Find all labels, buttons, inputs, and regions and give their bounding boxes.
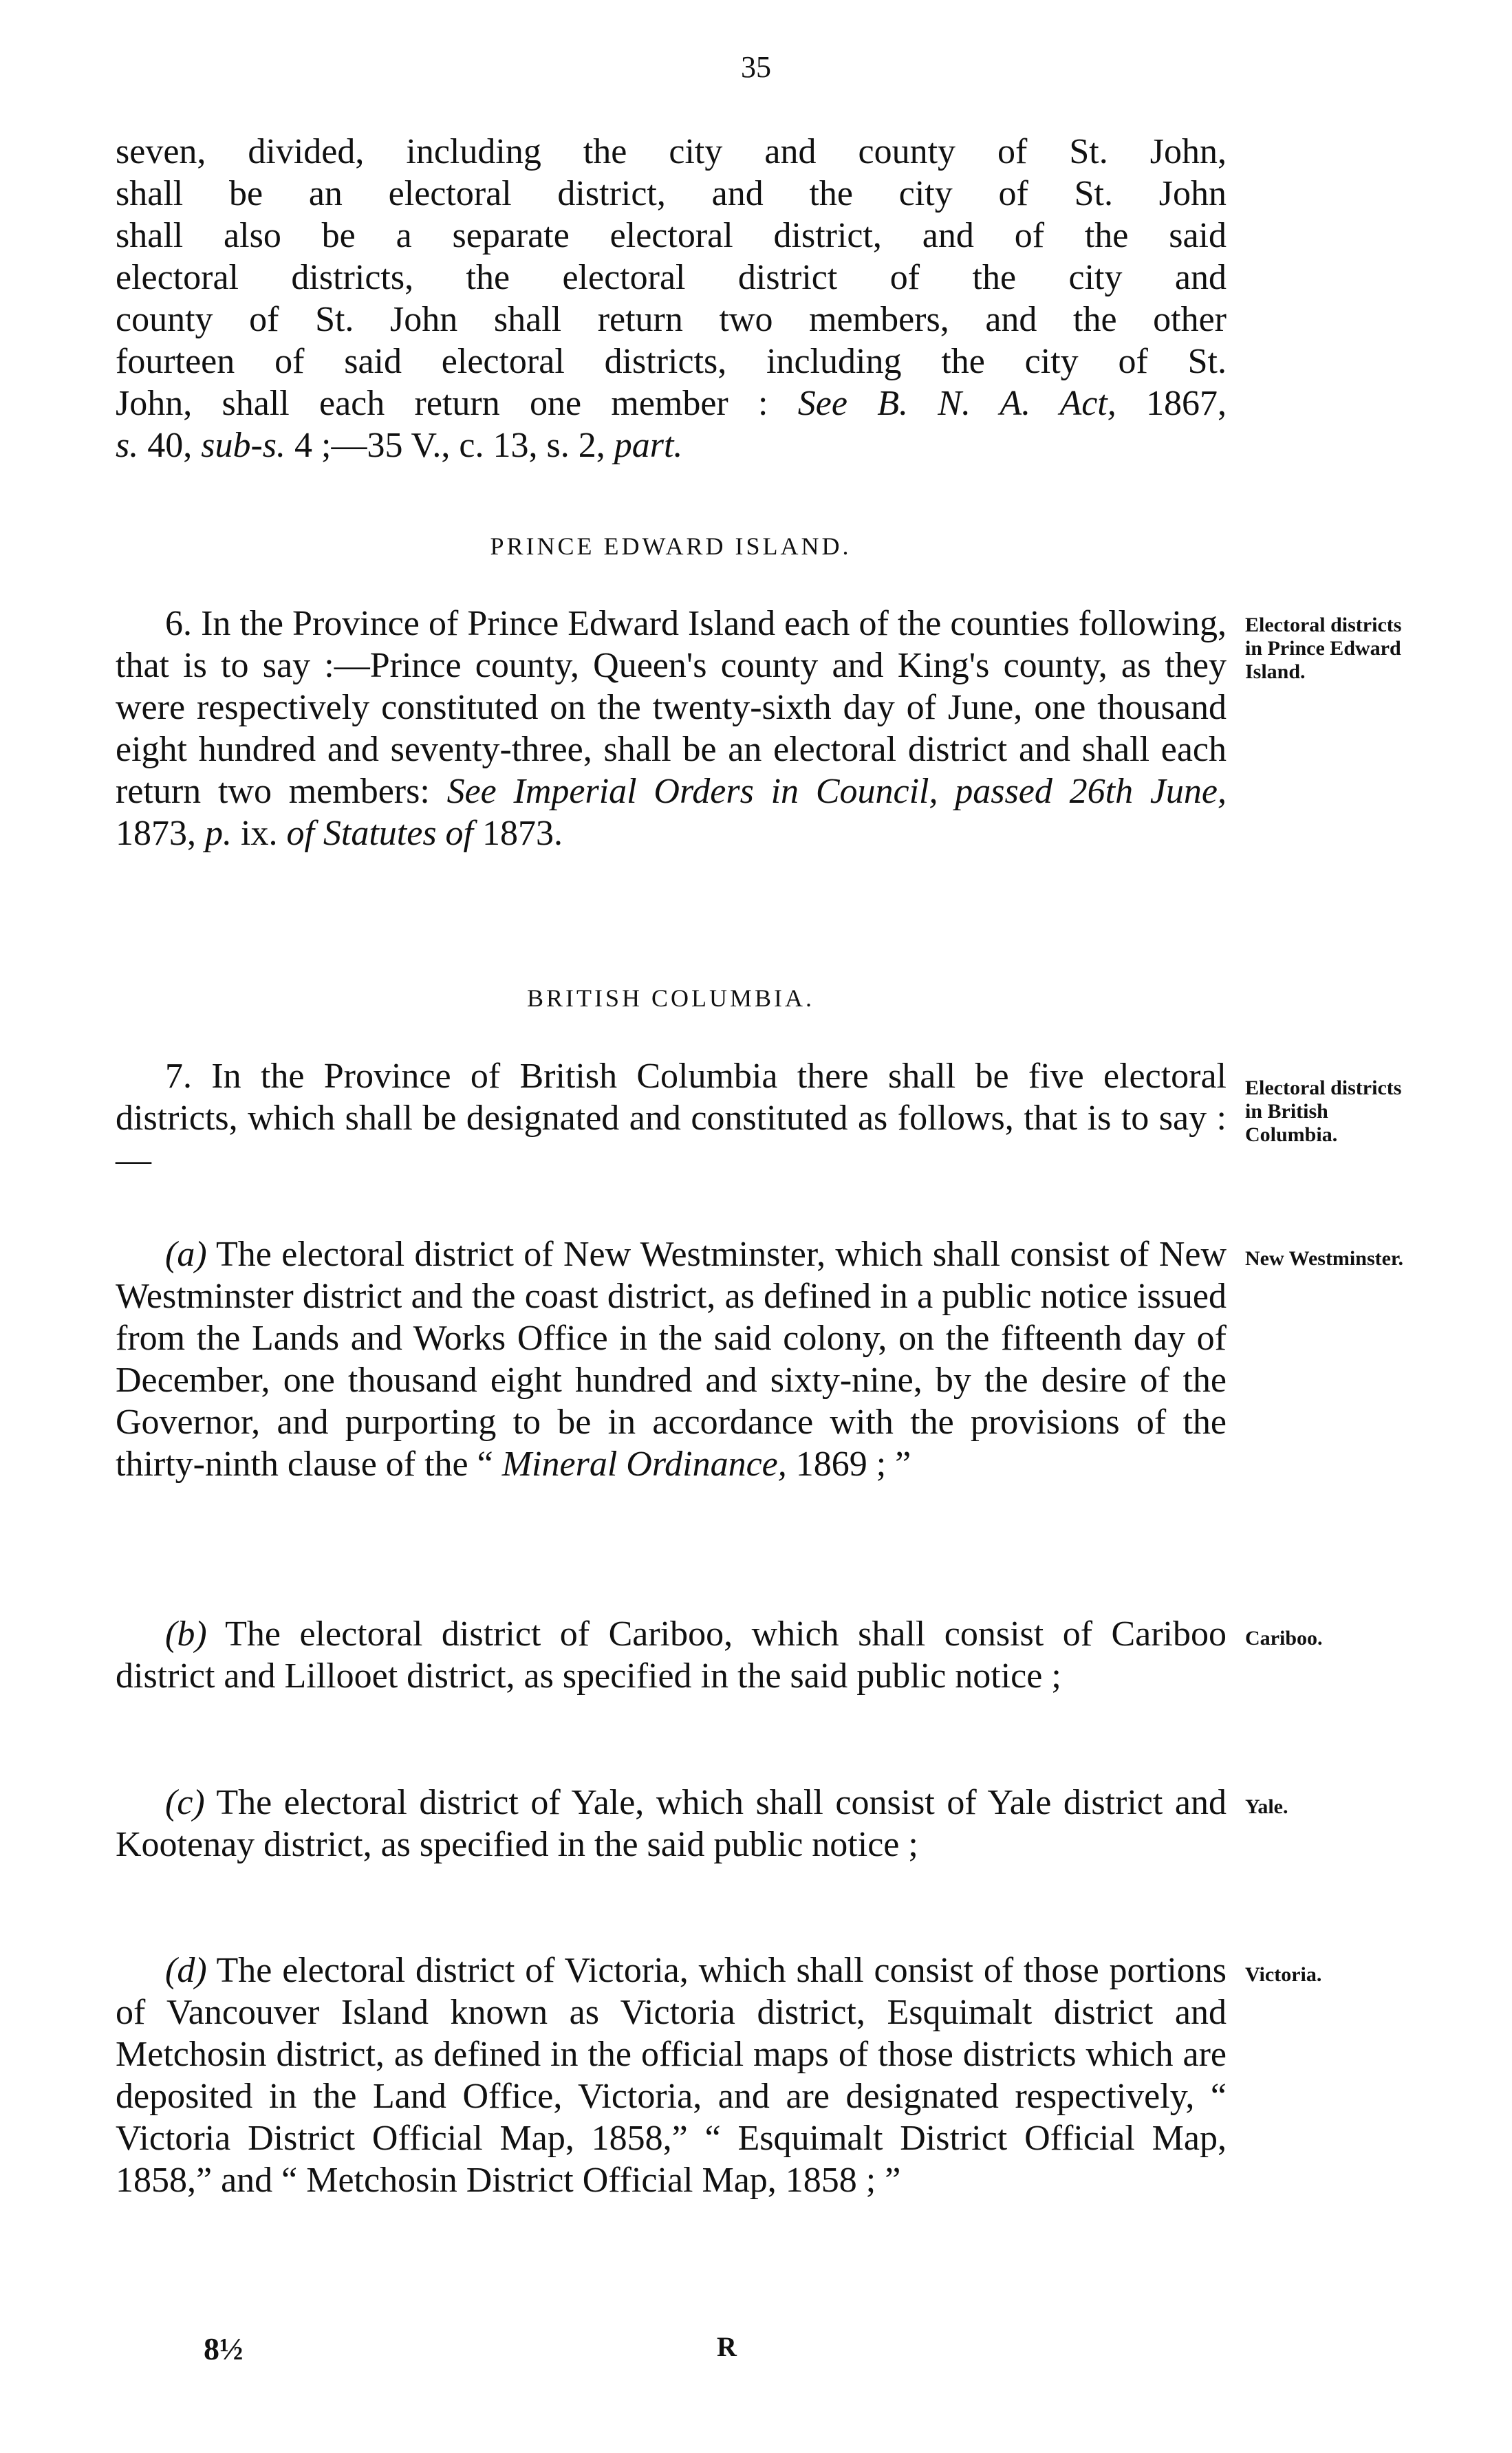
carry-line: fourteen of said electoral districts, including the city of St. <box>116 342 1227 381</box>
citation-subs: sub-s. <box>201 426 286 465</box>
clause-c-text: (c) The electoral district of Yale, which shall consist of Yale district and Kootenay district, as specified in the said public notice ; <box>116 1783 1227 1864</box>
section-7-text: 7. In the Province of British Columbia there shall be five electoral districts, which shall be designated and constituted as follows, that is to say :— <box>116 1057 1227 1180</box>
section-6-text: 6. In the Province of Prince Edward Island each of the counties following, that is to say :—Prince county, Queen's county and King's county, as they were respectively constituted on the twenty-sixth day of June, one thousand eight hundred and seventy-three, shall be an electoral district and shall each return two members: See Imperial Orders in Council, passed 26th June, 1873, p. ix. of Statutes of 1873. <box>116 604 1227 853</box>
carry-line: county of St. John shall return two members, and the other <box>116 300 1227 339</box>
clause-b-text: (b) The electoral district of Cariboo, which shall consist of Cariboo district and Lillooet district, as specified in the said public notice ; <box>116 1614 1227 1696</box>
carry-line: shall be an electoral district, and the city of St. John <box>116 174 1227 213</box>
carry-line: seven, divided, including the city and county of St. John, <box>116 132 1227 171</box>
citation-tail: 4 ;—35 V., c. 13, s. 2, <box>294 426 605 465</box>
citation-40: 40, <box>147 426 193 465</box>
citation-see: See <box>797 384 847 423</box>
carry-line-cite2 <box>116 424 1227 466</box>
carry-line-cite <box>116 382 1227 424</box>
clause-a-label: (a) <box>165 1235 207 1274</box>
margin-note-pei: Electoral districts in Prince Edward Island. <box>1245 614 1402 683</box>
margin-note-bc: Electoral districts in British Columbia. <box>1245 1077 1402 1146</box>
clause-b <box>116 1613 1227 1697</box>
clause-d-text: (d) The electoral district of Victoria, which shall consist of those portions of Vancouver Island known as Victoria district, Esquimalt district and Metchosin district, as defined in the official maps of those districts which are deposited in the Land Office, Victoria, and are designated respectively, “ Victoria District Official Map, 1858,” “ Esquimalt District Official Map, 1858,” and “ Metchosin District Official Map, 1858 ; ” <box>116 1951 1227 2200</box>
clause-a-text: (a) The electoral district of New Westminster, which shall consist of New Westminster district and the coast district, as defined in a public notice issued from the Lands and Works Office in the said colony, on the fifteenth day of December, one thousand eight hundred and sixty-nine, by the desire of the Governor, and purporting to be in accordance with the provisions of the thirty-ninth clause of the “ Mineral Ordinance, 1869 ; ” <box>116 1235 1227 1484</box>
section-heading-pei: PRINCE EDWARD ISLAND. <box>490 532 852 560</box>
margin-note-d: Victoria. <box>1245 1963 1322 1986</box>
margin-note-c: Yale. <box>1245 1795 1288 1818</box>
clause-a <box>116 1233 1227 1485</box>
page-number: 35 <box>741 50 771 84</box>
section-6 <box>116 603 1227 854</box>
citation-part: part. <box>614 426 683 465</box>
sheet-letter: R <box>717 2331 737 2362</box>
carry-line: shall also be a separate electoral district, and of the said <box>116 216 1227 255</box>
margin-note-a: New Westminster. <box>1245 1247 1403 1270</box>
citation-year: 1867, <box>1146 384 1227 423</box>
clause-d <box>116 1949 1227 2201</box>
clause-c <box>116 1782 1227 1866</box>
signature-mark: 8½ <box>204 2331 244 2366</box>
clause-d-label: (d) <box>165 1951 207 1990</box>
section-7 <box>116 1055 1227 1181</box>
citation-s: s. <box>116 426 139 465</box>
clause-b-label: (b) <box>165 1614 207 1654</box>
clause-c-label: (c) <box>165 1783 205 1822</box>
citation-act: B. N. A. Act, <box>877 384 1116 423</box>
section-heading-bc: BRITISH COLUMBIA. <box>526 984 814 1012</box>
margin-note-b: Cariboo. <box>1245 1627 1323 1650</box>
carry-line: John, shall each return one member : <box>116 384 768 423</box>
carry-line: electoral districts, the electoral district of the city and <box>116 258 1227 297</box>
carry-over-paragraph <box>116 131 1227 466</box>
clause-a-ordinance: Mineral Ordinance, <box>501 1445 787 1484</box>
section-6-citation: See Imperial Orders in Council, passed 26th June, <box>446 772 1227 811</box>
